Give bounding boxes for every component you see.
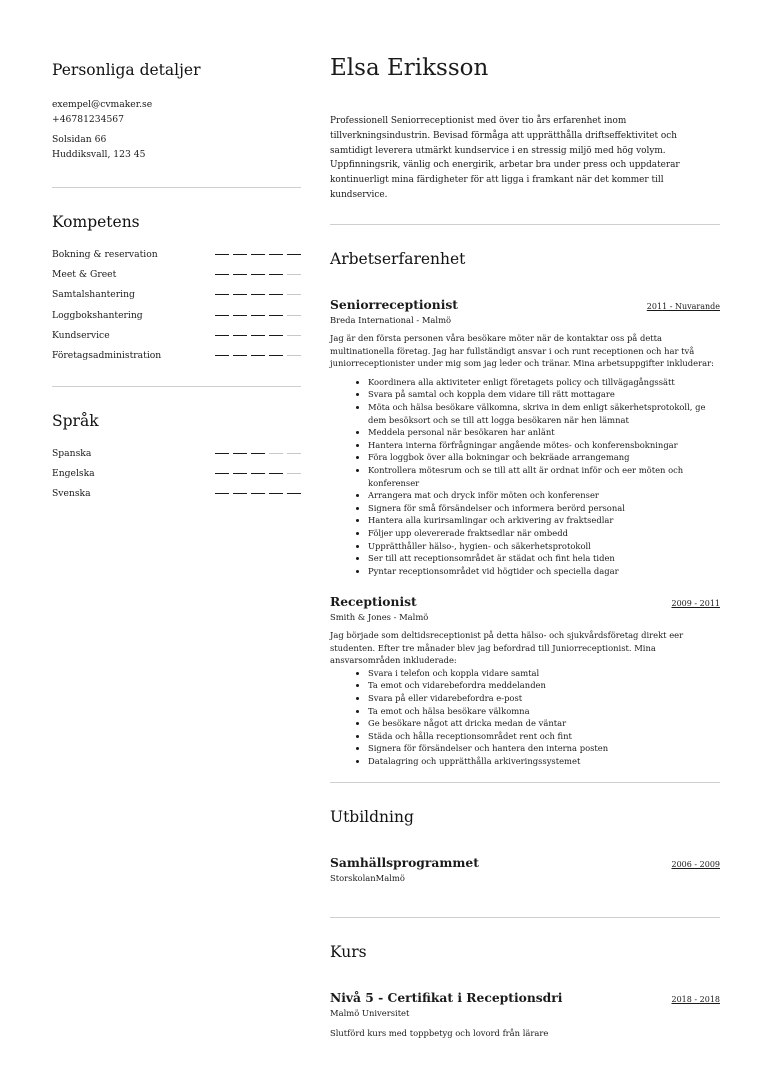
rating-dash xyxy=(269,315,283,316)
rating-dash xyxy=(251,493,265,494)
rating-dash xyxy=(215,473,229,474)
rating-dash xyxy=(269,274,283,275)
list-item: • Signera för försändelser och hantera den interna posten xyxy=(368,742,720,755)
skill-row xyxy=(52,345,301,365)
rating-dash xyxy=(251,315,265,316)
courses-heading: Kurs xyxy=(330,943,367,961)
rating-dash xyxy=(251,274,265,275)
course-entry xyxy=(330,990,720,1040)
language-row xyxy=(52,443,301,463)
job-entry xyxy=(330,297,720,577)
list-item: • Följer upp olevererade fraktsedlar när ombedd xyxy=(368,527,720,540)
rating-dash xyxy=(269,335,283,336)
rating-indicator xyxy=(215,274,301,275)
job-intro: Jag är den första personen våra besökare möter när de kontaktar oss på detta multinationella företag. Jag har fullständigt ansvar i och runt receptionen och har två juniorreceptionister under mig som jag leder och tränar. Mina arbetsuppgifter inkluderar: xyxy=(330,333,714,369)
rating-dash xyxy=(269,355,283,356)
list-item: • Ser till att receptionsområdet är städat och fint hela tiden xyxy=(368,552,720,565)
rating-dash xyxy=(215,335,229,336)
rating-dash xyxy=(287,335,301,336)
rating-dash xyxy=(287,254,301,255)
personal-heading: Personliga detaljer xyxy=(52,61,201,79)
rating-dash xyxy=(233,355,247,356)
job-company: Breda International - Malmö xyxy=(330,315,452,325)
rating-dash xyxy=(269,254,283,255)
rating-dash xyxy=(287,274,301,275)
person-name: Elsa Eriksson xyxy=(330,55,489,81)
rating-dash xyxy=(251,473,265,474)
rating-indicator xyxy=(215,294,301,295)
job-date: 2009 - 2011 xyxy=(671,599,720,608)
divider xyxy=(52,386,301,387)
course-date: 2018 - 2018 xyxy=(671,995,720,1004)
list-item: • Meddela personal när besökaren har anlänt xyxy=(368,426,720,439)
list-item: • Ge besökare något att dricka medan de väntar xyxy=(368,717,720,730)
job-date: 2011 - Nuvarande xyxy=(646,302,720,311)
list-item: • Hantera interna förfrågningar angående mötes- och konferensbokningar xyxy=(368,439,720,452)
course-title: Nivå 5 - Certifikat i Receptionsdri xyxy=(330,990,563,1005)
job-company: Smith & Jones - Malmö xyxy=(330,612,429,622)
job-title: Seniorreceptionist xyxy=(330,297,458,312)
rating-dash xyxy=(251,453,265,454)
rating-dash xyxy=(287,315,301,316)
divider xyxy=(330,782,720,783)
education-school: StorskolanMalmö xyxy=(330,873,405,883)
list-item: • Koordinera alla aktiviteter enligt företagets policy och tillvägagångssätt xyxy=(368,376,720,389)
language-row xyxy=(52,484,301,504)
summary-text: Professionell Seniorreceptionist med över tio års erfarenhet inom tillverkningsindustrin. Bevisad förmåga att upprätthålla driftseffektivitet och samtidigt leverera utmärkt kundservice i en stressig miljö med hög volym. Uppfinningsrik, vänlig och energirik, arbetar bra under press och uppdaterar kontinuerligt mina färdigheter för att ligga i framkant när det kommer till kundservice. xyxy=(330,116,680,200)
language-row-label: Engelska xyxy=(52,467,95,479)
job-bullets xyxy=(330,376,720,578)
languages-list xyxy=(52,443,301,504)
job-bullets xyxy=(330,667,720,768)
list-item: • Ta emot och vidarebefordra meddelanden xyxy=(368,679,720,692)
list-item: • Möta och hälsa besökare välkomna, skriva in dem enligt säkerhetsprotokoll, ge dem besöksort och se till att logga besökaren när hen lämnat xyxy=(368,401,720,426)
rating-dash xyxy=(287,493,301,494)
rating-dash xyxy=(251,355,265,356)
list-item: • Arrangera mat och dryck inför möten och konferenser xyxy=(368,489,720,502)
rating-dash xyxy=(251,335,265,336)
rating-dash xyxy=(215,315,229,316)
rating-dash xyxy=(215,254,229,255)
rating-indicator xyxy=(215,254,301,255)
list-item: • Hantera alla kurirsamlingar och arkivering av fraktsedlar xyxy=(368,514,720,527)
list-item: • Datalagring och upprätthålla arkiveringssystemet xyxy=(368,755,720,768)
rating-dash xyxy=(233,315,247,316)
skill-row-label: Kundservice xyxy=(52,329,110,341)
list-item: • Föra loggbok över alla bokningar och bekräade arrangemang xyxy=(368,451,720,464)
rating-dash xyxy=(269,493,283,494)
divider xyxy=(330,224,720,225)
rating-indicator xyxy=(215,315,301,316)
skill-row-label: Loggbokshantering xyxy=(52,309,143,321)
rating-dash xyxy=(233,473,247,474)
list-item: • Pyntar receptionsområdet vid högtider och speciella dagar xyxy=(368,565,720,578)
education-entry xyxy=(330,855,720,883)
contact-block xyxy=(52,98,301,162)
rating-dash xyxy=(269,453,283,454)
course-description: Slutförd kurs med toppbetyg och lovord från lärare xyxy=(330,1028,549,1038)
skill-row xyxy=(52,264,301,284)
rating-dash xyxy=(269,473,283,474)
rating-dash xyxy=(269,294,283,295)
list-item: • Kontrollera mötesrum och se till att allt är ordnat inför och eer möten och konferenser xyxy=(368,464,720,489)
skills-heading: Kompetens xyxy=(52,213,140,231)
list-item: • Svara på eller vidarebefordra e-post xyxy=(368,692,720,705)
rating-dash xyxy=(215,355,229,356)
list-item: • Signera för små försändelser och informera berörd personal xyxy=(368,502,720,515)
rating-indicator xyxy=(215,355,301,356)
rating-dash xyxy=(233,453,247,454)
language-row-label: Spanska xyxy=(52,447,92,459)
divider xyxy=(330,917,720,918)
skill-row-label: Bokning & reservation xyxy=(52,248,158,260)
phone-text: +46781234567 xyxy=(52,113,124,125)
skill-row xyxy=(52,325,301,345)
rating-dash xyxy=(215,294,229,295)
list-item: • Svara i telefon och koppla vidare samtal xyxy=(368,667,720,680)
rating-dash xyxy=(215,493,229,494)
list-item: • Svara på samtal och koppla dem vidare till rätt mottagare xyxy=(368,388,720,401)
email-text: exempel@cvmaker.se xyxy=(52,99,153,110)
rating-dash xyxy=(287,294,301,295)
rating-indicator xyxy=(215,473,301,474)
rating-dash xyxy=(215,453,229,454)
skill-row-label: Meet & Greet xyxy=(52,268,117,280)
rating-dash xyxy=(233,294,247,295)
skills-list xyxy=(52,244,301,366)
rating-dash xyxy=(233,254,247,255)
skill-row xyxy=(52,244,301,264)
rating-dash xyxy=(251,254,265,255)
experience-heading: Arbetserfarenhet xyxy=(330,250,466,268)
city-text: Huddiksvall, 123 45 xyxy=(52,148,146,160)
list-item: • Upprätthåller hälso-, hygien- och säkerhetsprotokoll xyxy=(368,540,720,553)
rating-dash xyxy=(215,274,229,275)
rating-dash xyxy=(287,355,301,356)
skill-row-label: Samtalshantering xyxy=(52,289,135,301)
language-row-label: Svenska xyxy=(52,488,91,500)
list-item: • Städa och hålla receptionsområdet rent och fint xyxy=(368,730,720,743)
rating-dash xyxy=(233,335,247,336)
course-school: Malmö Universitet xyxy=(330,1008,410,1018)
language-row xyxy=(52,463,301,483)
rating-dash xyxy=(287,453,301,454)
job-entry xyxy=(330,594,720,768)
job-intro: Jag började som deltidsreceptionist på detta hälso- och sjukvårdsföretag direkt eer studenten. Efter tre månader blev jag befordrad till Juniorreceptionist. Mina ansvarsområden inkluderade: xyxy=(330,630,684,666)
list-item: • Ta emot och hälsa besökare välkomna xyxy=(368,705,720,718)
skill-row xyxy=(52,285,301,305)
skill-row-label: Företagsadministration xyxy=(52,350,162,362)
street-text: Solsidan 66 xyxy=(52,134,107,145)
skill-row xyxy=(52,305,301,325)
rating-indicator xyxy=(215,453,301,454)
job-title: Receptionist xyxy=(330,594,417,609)
rating-indicator xyxy=(215,493,301,494)
education-title: Samhällsprogrammet xyxy=(330,855,479,870)
education-heading: Utbildning xyxy=(330,808,414,826)
rating-indicator xyxy=(215,335,301,336)
rating-dash xyxy=(233,274,247,275)
rating-dash xyxy=(233,493,247,494)
education-date: 2006 - 2009 xyxy=(671,860,720,869)
rating-dash xyxy=(251,294,265,295)
languages-heading: Språk xyxy=(52,412,99,430)
rating-dash xyxy=(287,473,301,474)
divider xyxy=(52,187,301,188)
